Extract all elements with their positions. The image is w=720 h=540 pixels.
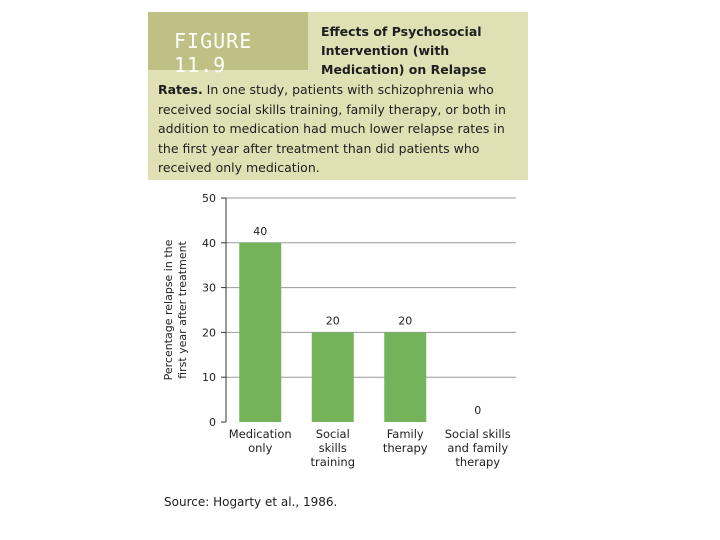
data-label: 20 [325,314,340,328]
x-tick-label: therapy [455,455,501,469]
figure-description [158,80,522,178]
x-tick-label: therapy [382,441,428,455]
data-label: 20 [398,314,413,328]
y-tick-label: 50 [202,192,216,205]
x-tick-label: Social [315,427,350,441]
y-tick-label: 20 [202,326,216,340]
bar [312,332,354,422]
y-tick-label: 40 [202,236,216,250]
x-tick-label: only [248,441,273,455]
y-tick-label: 30 [202,281,216,295]
caption-box [148,12,528,180]
y-tick-label: 10 [202,371,216,385]
y-tick-label: 0 [209,416,216,429]
figure-title: Effects of Psychosocial Intervention (with Medication) on Relapse [321,24,487,77]
figure-label: FIGURE 11.9 [174,29,253,77]
x-tick-label: training [310,455,356,469]
y-axis-label: Percentage relapse in the [162,239,175,381]
figure-panel [148,12,528,518]
source-note: Source: Hogarty et al., 1986. [164,495,338,509]
bar-chart [148,180,528,490]
x-tick-label: and family [447,441,509,455]
x-tick-label: Social skills [444,427,511,441]
x-tick-label: Family [386,427,424,441]
x-tick-label: Medication [228,427,292,441]
x-tick-label: skills [318,441,347,455]
plot-area [148,180,528,490]
description-lead: Rates. [158,82,203,97]
y-axis-label: first year after treatment [176,241,189,379]
figure-label-box [148,12,308,77]
data-label: 40 [253,224,268,238]
bar [239,243,281,422]
description-text: In one study, patients with schizophrenia who received social skills training, family therapy, or both in addition to medication had much lower relapse rates in the first year after treatment than did patients who received only medication. [158,82,506,175]
bar [384,332,426,422]
data-label: 0 [474,404,482,417]
